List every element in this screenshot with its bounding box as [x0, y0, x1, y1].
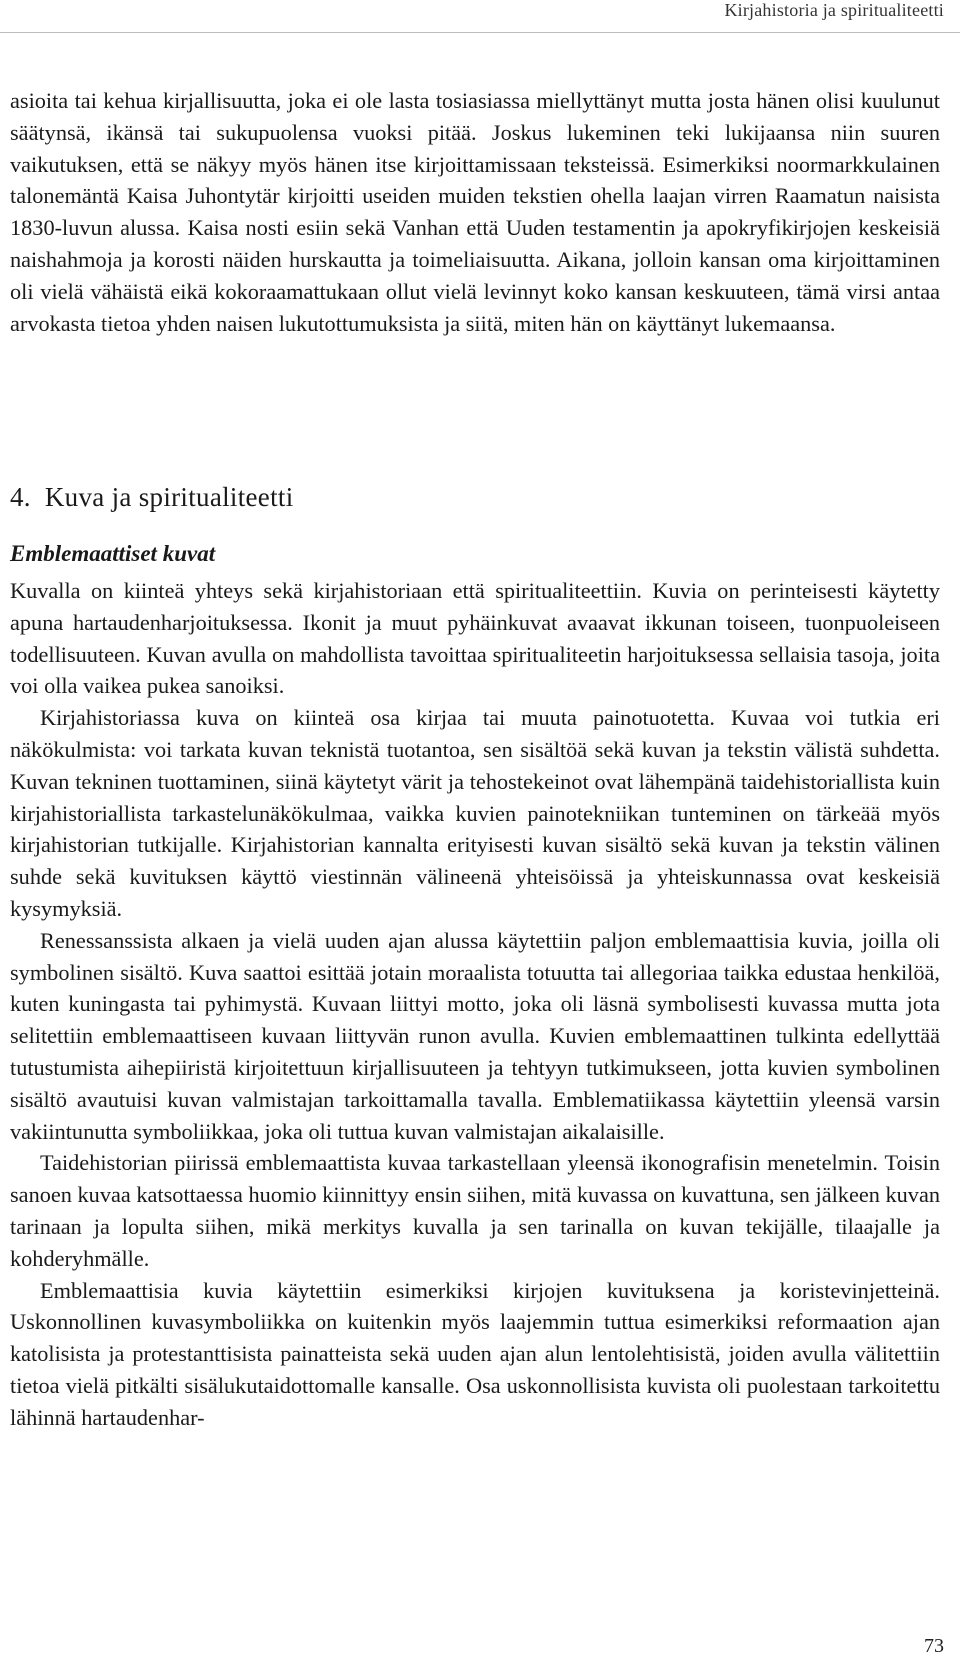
body-paragraph: Emblemaattisia kuvia käytettiin esimerkiksi kirjojen kuvituksena ja koristevinjetteinä. Uskonnollinen kuvasymboliikka on kuitenkin myös laajemmin tuttua esimerkiksi reformaation ajan katolisista ja protestanttisista painatteista sekä uuden ajan alun lentolehtisistä, joiden avulla välitettiin tietoa vielä pitkälti sisälukutaidottomalle kansalle. Osa uskonnollisista kuvista oli puolestaan tarkoitettu lähinnä hartaudenhar-: [10, 1277, 940, 1430]
body-text-block: [10, 575, 940, 1434]
section-heading: [10, 482, 294, 513]
header-rule: [0, 32, 960, 33]
intro-paragraph: asioita tai kehua kirjallisuutta, joka ei ole lasta tosiasiassa miellyttänyt mutta josta hänen olisi kuulunut säätynsä, ikänsä tai sukupuolensa vuoksi pitää. Joskus lukeminen teki lukijaansa niin suuren vaikutuksen, että se näkyy myös hänen itse kirjoittamissaan teksteissä. Esimerkiksi noormarkkulainen talonemäntä Kaisa Juhontytär kirjoitti useiden muiden tekstien ohella laajan virren Raamatun naisista 1830-luvun alussa. Kaisa nosti esiin sekä Vanhan että Uuden testamentin ja apokryfikirjojen keskeisiä naishahmoja ja korosti näiden hurskautta ja toimeliaisuutta. Aikana, jolloin kansan oma kirjoittaminen oli vielä vähäistä eikä kokoraamattukaan ollut vielä levinnyt koko kansan keskuuteen, tämä virsi antaa arvokasta tietoa yhden naisen lukutottumuksista ja siitä, miten hän on käyttänyt lukemaansa.: [10, 88, 940, 336]
body-paragraph: Kirjahistoriassa kuva on kiinteä osa kirjaa tai muuta painotuotetta. Kuvaa voi tutkia eri näkökulmista: voi tarkata kuvan teknistä tuotantoa, sen sisältöä sekä kuvan ja tekstin välistä suhdetta. Kuvan tekninen tuottaminen, siinä käytetyt värit ja tehostekeinot ovat lähempänä taidehistoriallista kuin kirjahistoriallista tarkastelunäkökulmaa, vaikka kuvien painotekniikan tunteminen on tärkeää myös kirjahistorian tutkijalle. Kirjahistorian kannalta erityisesti kuvan sisältö sekä kuvan ja tekstin välinen suhde sekä kuvituksen käyttö viestinnän välineenä yhteisöissä ja yhteiskunnassa ovat keskeisiä kysymyksiä.: [10, 705, 940, 921]
body-paragraph: Kuvalla on kiinteä yhteys sekä kirjahistoriaan että spiritualiteettiin. Kuvia on perinteisesti käytetty apuna hartaudenharjoituksessa. Ikonit ja muut pyhäinkuvat avaavat ikkunan toiseen, tuonpuoleiseen todellisuuteen. Kuvan avulla on mahdollista tavoittaa spiritualiteetin harjoituksessa sellaisia tasoja, joita voi olla vaikea pukea sanoiksi.: [10, 578, 940, 699]
subsection-heading: Emblemaattiset kuvat: [10, 541, 216, 566]
intro-text-block: [10, 85, 940, 339]
page-number: 73: [924, 1635, 944, 1657]
body-paragraph: Renessanssista alkaen ja vielä uuden ajan alussa käytettiin paljon emblemaattisia kuvia, joilla oli symbolinen sisältö. Kuva saattoi esittää jotain moraalista totuutta tai allegoriaa taikka edustaa henkilöä, kuten kuningasta tai pyhimystä. Kuvaan liittyi motto, joka oli läsnä symbolisesti kuvassa mutta jota selitettiin emblemaattiseen kuvaan liittyvän runon avulla. Kuvien emblemaattinen tulkinta edellyttää tutustumista aihepiiristä kirjoitettuun kirjallisuuteen ja tehtyyn tutkimukseen, jotta kuvien symbolinen sisältö avautuisi kuvan valmistajan tarkoittamalla tavalla. Emblematiikassa käytettiin yleensä varsin vakiintunutta symboliikkaa, joka oli tuttua kuvan valmistajan aikalaisille.: [10, 927, 940, 1144]
running-head-title: Kirjahistoria ja spiritualiteetti: [724, 0, 944, 20]
section-title: Kuva ja spiritualiteetti: [44, 482, 294, 512]
section-number: 4.: [10, 482, 31, 512]
body-paragraph: Taidehistorian piirissä emblemaattista kuvaa tarkastellaan yleensä ikonografisin menetelmin. Toisin sanoen kuvaa katsottaessa huomio kiinnittyy ensin siihen, mitä kuvassa on kuvattuna, sen jälkeen kuvan tarinaan ja lopulta siihen, mikä merkitys kuvalla ja sen tarinalla on kuvan tekijälle, tilaajalle ja kohderyhmälle.: [10, 1150, 940, 1271]
